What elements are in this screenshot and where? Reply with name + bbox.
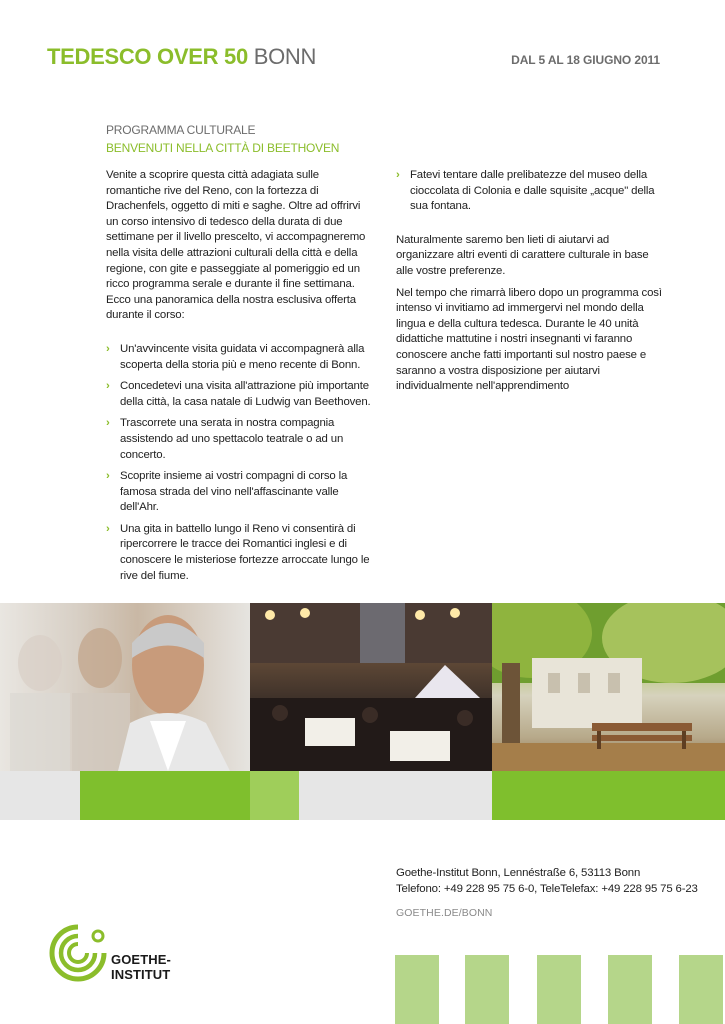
list-item — [106, 469, 371, 516]
concert-photo — [250, 603, 492, 771]
list-item — [106, 379, 371, 410]
contact-address — [396, 866, 698, 897]
people-photo — [0, 603, 250, 771]
title-green-part: TEDESCO OVER 50 — [47, 44, 248, 69]
list-item-text: Trascorrete una serata in nostra compagnia assistendo ad uno spettacolo teatrale o ad un concerto. — [120, 417, 344, 461]
park-illustration — [492, 603, 725, 771]
decorative-bar — [395, 955, 439, 1024]
list-item-text: Fatevi tentare dalle prelibatezze del museo della cioccolata di Colonia e dalle squisite „acque" della sua fontana. — [410, 169, 655, 213]
color-strip-gray — [0, 771, 80, 820]
list-item-text: Una gita in battello lungo il Reno vi consentirà di ripercorrere le tracce dei Romantici inglesi e di conoscere le misteriose fortezze arroccate lungo le rive del fiume. — [120, 522, 370, 582]
list-item-text: Concedetevi una visita all'attrazione più importante della città, la casa natale di Ludwig van Beethoven. — [120, 380, 371, 408]
color-strip-gray — [299, 771, 492, 820]
chevron-right-icon: › — [106, 522, 110, 535]
right-activities-list — [396, 168, 666, 215]
decorative-bar — [537, 955, 581, 1024]
page-title — [47, 44, 316, 70]
list-item — [396, 168, 666, 215]
list-item — [106, 416, 371, 463]
left-column — [106, 168, 371, 590]
park-photo — [492, 603, 725, 771]
section-subheading: BENVENUTI NELLA CITTÀ DI BEETHOVEN — [106, 141, 340, 155]
color-strip-green — [492, 771, 725, 820]
color-strip-light-green — [250, 771, 299, 820]
chevron-right-icon: › — [106, 380, 110, 393]
course-dates: DAL 5 AL 18 GIUGNO 2011 — [511, 53, 660, 67]
title-gray-part: BONN — [253, 44, 317, 69]
decorative-bar — [465, 955, 509, 1024]
list-item-text: Un'avvincente visita guidata vi accompagnerà alla scoperta della storia più e meno recente di Bonn. — [120, 342, 365, 371]
intro-paragraph: Venite a scoprire questa città adagiata sulle romantiche rive del Reno, con la fortezza di Drachenfels, oggetto di miti e saghe. Oltre ad offrirvi un corso intensivo di tedesco della durata di due settimane per il livello prescelto, vi accompagneremo nella visita delle attrazioni culturali della città e della regione, con gite e passeggiate al pomeriggio ed un ricco programma serale e durante il fine settimana. Ecco una panoramica della nostra esclusiva offerta durante il corso: — [106, 169, 366, 322]
list-item-text: Scoprite insieme ai vostri compagni di corso la famosa strada del vino nell'affascinante valle dell'Ahr. — [120, 470, 348, 514]
right-column — [396, 168, 666, 413]
chevron-right-icon: › — [396, 169, 400, 181]
website-link[interactable]: GOETHE.DE/BONN — [396, 907, 493, 919]
color-strip-green — [80, 771, 250, 820]
section-heading: PROGRAMMA CULTURALE — [106, 123, 256, 137]
chevron-right-icon: › — [106, 417, 110, 430]
people-illustration — [0, 603, 250, 771]
section-heading-block — [106, 121, 339, 157]
chevron-right-icon: › — [106, 342, 110, 355]
goethe-institut-logo — [48, 922, 228, 984]
list-item — [106, 522, 371, 584]
photo-strip — [0, 603, 725, 771]
logo-wordmark: GOETHE-INSTITUT — [111, 952, 171, 982]
decorative-bar — [608, 955, 652, 1024]
list-item — [106, 342, 371, 373]
activities-list — [106, 342, 371, 584]
goethe-logo-icon — [48, 922, 110, 984]
culture-paragraph: Naturalmente saremo ben lieti di aiutarvi ad organizzare altri eventi di carattere culturale in base alle vostre preferenze. — [396, 233, 649, 277]
phone-line: Telefono: +49 228 95 75 6-0, TeleTelefax: +49 228 95 75 6-23 — [396, 882, 698, 895]
lessons-paragraph: Nel tempo che rimarrà libero dopo un programma così intenso vi invitiamo ad immergervi nel mondo della lingua e della cultura tedesca. Durante le 40 unità didattiche mattutine i nostri insegnanti vi faranno conoscere anche fatti importanti sul nostro paese e saranno a vostra disposizione per aiutarvi individualmente nell'apprendimento — [396, 286, 662, 393]
address-line: Goethe-Institut Bonn, Lennéstraße 6, 53113 Bonn — [396, 867, 641, 879]
decorative-bar — [679, 955, 723, 1024]
concert-illustration — [250, 603, 492, 771]
chevron-right-icon: › — [106, 470, 110, 483]
